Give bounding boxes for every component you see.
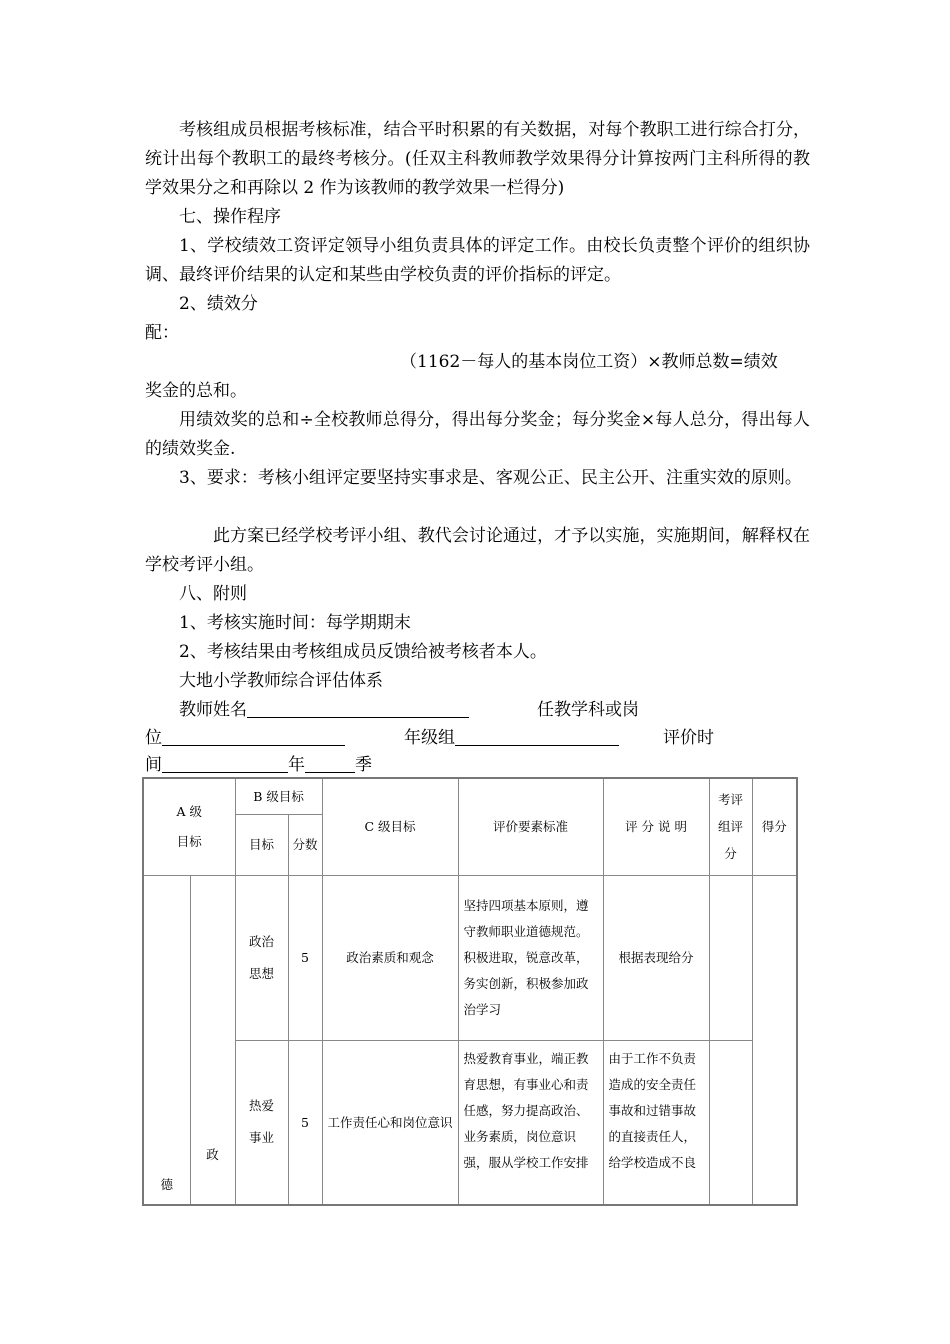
b-target-line1: 热爱: [249, 1098, 275, 1113]
time-label-b: 间: [145, 755, 162, 775]
year-label: 年: [288, 755, 305, 775]
criteria-text: 热爱教育事业，端正教育思想，有事业心和责任感，努力提高政治、业务素质，岗位意识强，服从学校工作安排: [463, 1050, 589, 1170]
header-group-3: 分: [724, 846, 737, 862]
header-a-level-line1: A 级: [176, 803, 203, 819]
header-explain: 评 分 说 明: [603, 778, 709, 875]
c-goal-cell: 政治素质和观念: [322, 875, 458, 1040]
header-group-1: 考评: [718, 792, 744, 808]
subject-label-b: 位: [145, 728, 162, 748]
b-target-line1: 政治: [249, 933, 275, 949]
a-level-col1: 德: [143, 875, 190, 1205]
paragraph-bonus: 用绩效奖的总和÷全校教师总得分，得出每分奖金；每分奖金×每人总分，得出每人的绩效奖金.: [145, 410, 810, 459]
appendix-item-1: 1、考核实施时间：每学期期末: [179, 613, 411, 633]
paragraph-requirements: 3、要求：考核小组评定要坚持实事求是、客观公正、民主公开、注重实效的原则。: [179, 468, 802, 488]
header-score: 得分: [752, 778, 797, 875]
c-goal-cell: 工作责任心和岗位意识: [322, 1040, 458, 1205]
explain-text: 由于工作不负责造成的安全责任事故和过错事故的直接责任人，给学校造成不良: [608, 1050, 697, 1170]
year-blank[interactable]: [162, 752, 288, 773]
header-criteria: 评价要素标准: [458, 778, 603, 875]
header-a-level-line2: 目标: [176, 833, 202, 849]
b-score-cell: 5: [288, 875, 322, 1040]
criteria-cell: [458, 875, 603, 1040]
section-heading-procedure: 七、操作程序: [179, 207, 281, 227]
form-time-line: [145, 751, 372, 780]
appendix-item-2: 2、考核结果由考核组成员反馈给被考核者本人。: [179, 642, 547, 662]
form-name-line: [179, 696, 469, 725]
header-b-score: 分数: [288, 814, 322, 875]
explain-cell: 根据表现给分: [603, 875, 709, 1040]
form-grade-line: [404, 724, 619, 753]
header-b-target: 目标: [235, 814, 288, 875]
section-heading-appendix: 八、附则: [179, 584, 247, 604]
season-label: 季: [355, 755, 372, 775]
paragraph-procedure-2a: 2、绩效分: [179, 294, 258, 314]
evaluation-table: [142, 777, 798, 1206]
paragraph-procedure-1: 1、学校绩效工资评定领导小组负责具体的评定工作。由校长负责整个评价的组织协调、最终评价结果的认定和某些由学校负责的评价指标的评定。: [145, 236, 810, 285]
grade-label: 年级组: [404, 728, 455, 748]
subject-blank[interactable]: [162, 725, 345, 746]
b-target-line2: 思想: [249, 965, 275, 981]
grade-blank[interactable]: [455, 725, 619, 746]
paragraph-procedure-2b: 配：: [145, 323, 179, 343]
b-score-cell: 5: [288, 1040, 322, 1205]
a-level-col2: 政: [190, 875, 235, 1205]
form-subject-line: [145, 724, 345, 753]
b-target-cell: [235, 875, 288, 1040]
name-label: 教师姓名: [179, 700, 247, 720]
explain-cell: [603, 1040, 709, 1205]
score-cell[interactable]: [752, 875, 797, 1205]
group-score-cell[interactable]: [709, 875, 752, 1040]
table-header-row: [143, 778, 797, 814]
group-score-cell[interactable]: [709, 1040, 752, 1205]
header-b-level: B 级目标: [235, 778, 322, 814]
header-c-level: C 级目标: [322, 778, 458, 875]
b-target-cell: [235, 1040, 288, 1205]
name-blank[interactable]: [247, 697, 469, 718]
criteria-text: 坚持四项基本原则，遵守教师职业道德规范。积极进取，锐意改革，务实创新，积极参加政治学习: [463, 897, 589, 1017]
season-blank[interactable]: [305, 752, 355, 773]
table-row: [143, 1040, 797, 1205]
document-title: 大地小学教师综合评估体系: [179, 671, 383, 691]
paragraph-scoring: 考核组成员根据考核标准，结合平时积累的有关数据，对每个教职工进行综合打分，统计出每个教职工的最终考核分。(任双主科教师教学效果得分计算按两门主科所得的教学效果分之和再除以 2 作为该教师的教学效果一栏得分): [145, 120, 810, 198]
time-label-a: 评价时: [663, 728, 714, 748]
header-group-2: 组评: [718, 819, 744, 835]
b-target-line2: 事业: [249, 1130, 275, 1145]
header-a-level: [143, 778, 235, 875]
paragraph-approval: 此方案已经学校考评小组、教代会讨论通过，才予以实施，实施期间，解释权在学校考评小组。: [145, 526, 810, 575]
header-group-score: [709, 778, 752, 875]
formula-line: （1162－每人的基本岗位工资）×教师总数=绩效: [400, 352, 778, 372]
formula-line-cont: 奖金的总和。: [145, 381, 247, 401]
criteria-cell: [458, 1040, 603, 1205]
table-row: [143, 875, 797, 1040]
subject-label-a: 任教学科或岗: [537, 700, 639, 720]
